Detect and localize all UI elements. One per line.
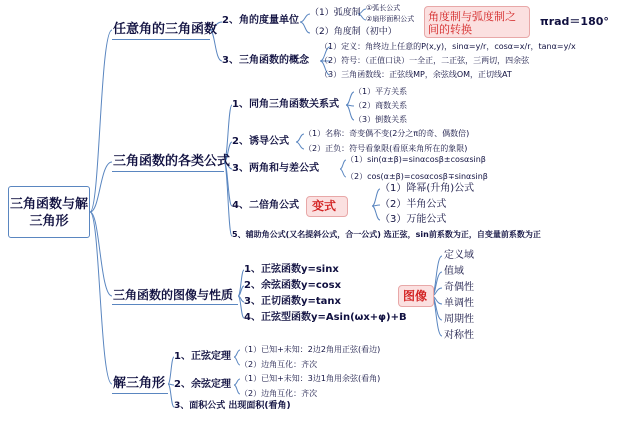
s2-item-1b: （2）商数关系 [354, 101, 408, 110]
s2-item-4: 4、二倍角公式 [232, 200, 299, 211]
s2-item-3a: （1）sin(α±β)=sinαcosβ±cosαsinβ [346, 155, 486, 164]
section-4-underline [112, 393, 168, 394]
section-3-title: 三角函数的图像与性质 [113, 288, 234, 302]
s2-item-1a: （1）平方关系 [354, 87, 408, 96]
s2-item-2b: （2）正负：符号看象限(看原来角所在的象限) [304, 144, 468, 153]
s2-item-2: 2、诱导公式 [232, 136, 289, 147]
variant-tag: 变式 [312, 199, 337, 213]
s4-item-1: 1、正弦定理 [174, 351, 231, 362]
s1-item-2: 3、三角函数的概念 [222, 55, 309, 66]
section-1-title: 任意角的三角函数 [113, 22, 218, 37]
s2-item-1: 1、同角三角函数关系式 [232, 99, 339, 110]
conversion-formula: πrad＝180° [540, 15, 609, 28]
root-node [8, 186, 90, 238]
s2-item-3: 3、两角和与差公式 [232, 163, 319, 174]
conversion-note-box [424, 6, 530, 38]
s2-item-1c: （3）倒数关系 [354, 115, 408, 124]
s4-item-2: 2、余弦定理 [174, 379, 231, 390]
s3-item-2: 2、余弦函数y=cosx [244, 280, 342, 291]
section-2-title: 三角函数的各类公式 [113, 154, 231, 169]
s4-item-2b: （2）边角互化：齐次 [240, 389, 318, 398]
s1-item-1a2: ②扇形面积公式 [366, 15, 415, 23]
section-2-underline [112, 171, 224, 172]
s1-item-2a: （1）定义：角终边上任意的P(x,y)，sinα=y/r，cosα=x/r，tanα=y/x [320, 42, 576, 51]
s1-item-1a: （1）弧度制 [310, 8, 361, 18]
prop-domain: 定义域 [444, 250, 474, 261]
s2-item-2a: （1）名称：奇变偶不变(2分之π的奇、偶数倍) [304, 129, 470, 138]
s2-item-5: 5、辅助角公式(又名提斜公式，合一公式) 选正弦，sin前系数为正，自变量前系数为正 [232, 230, 541, 239]
prop-symmetry: 对称性 [444, 330, 474, 341]
section-1-underline [112, 39, 210, 40]
s1-item-1: 2、角的度量单位 [222, 15, 299, 26]
s3-item-1: 1、正弦函数y=sinx [244, 264, 339, 275]
s4-item-1a: （1）已知+未知：2边2角用正弦(看边) [240, 345, 381, 354]
graph-tag-box [398, 285, 434, 307]
s4-item-1b: （2）边角互化：齐次 [240, 360, 318, 369]
prop-parity: 奇偶性 [444, 282, 474, 293]
s4-item-3: 3、面积公式 出现面积(看角) [174, 401, 291, 411]
graph-tag: 图像 [403, 289, 428, 303]
prop-period: 周期性 [444, 314, 474, 325]
root-title: 三角函数与解三角形 [9, 197, 88, 229]
s1-item-2c: （3）三角函数线：正弦线MP，余弦线OM，正切线AT [320, 70, 512, 79]
s2-item-3b: （2）cos(α±β)=cosαcosβ∓sinαsinβ [346, 172, 488, 181]
s3-item-4: 4、正弦型函数y=Asin(ωx+φ)+B [244, 312, 407, 323]
section-3-underline [112, 304, 238, 305]
s1-item-1b: （2）角度制（初中） [310, 27, 397, 37]
prop-range: 值域 [444, 266, 464, 277]
s2-item-4c: （3）万能公式 [380, 214, 447, 225]
s1-item-1a1: ①弧长公式 [366, 4, 401, 12]
prop-monotonicity: 单调性 [444, 298, 474, 309]
s1-item-2b: （2）符号：（正值口诀）一全正，二正弦，三两切，四余弦 [320, 56, 530, 65]
conversion-note: 角度制与弧度制之间的转换 [428, 10, 516, 36]
variant-tag-box [306, 196, 348, 217]
section-4-title: 解三角形 [113, 376, 166, 391]
s2-item-4a: （1）降幂(升角)公式 [380, 183, 475, 194]
s2-item-4b: （2）半角公式 [380, 199, 447, 210]
s4-item-2a: （1）已知+未知：3边1角用余弦(看角) [240, 374, 381, 383]
s3-item-3: 3、正切函数y=tanx [244, 296, 341, 307]
